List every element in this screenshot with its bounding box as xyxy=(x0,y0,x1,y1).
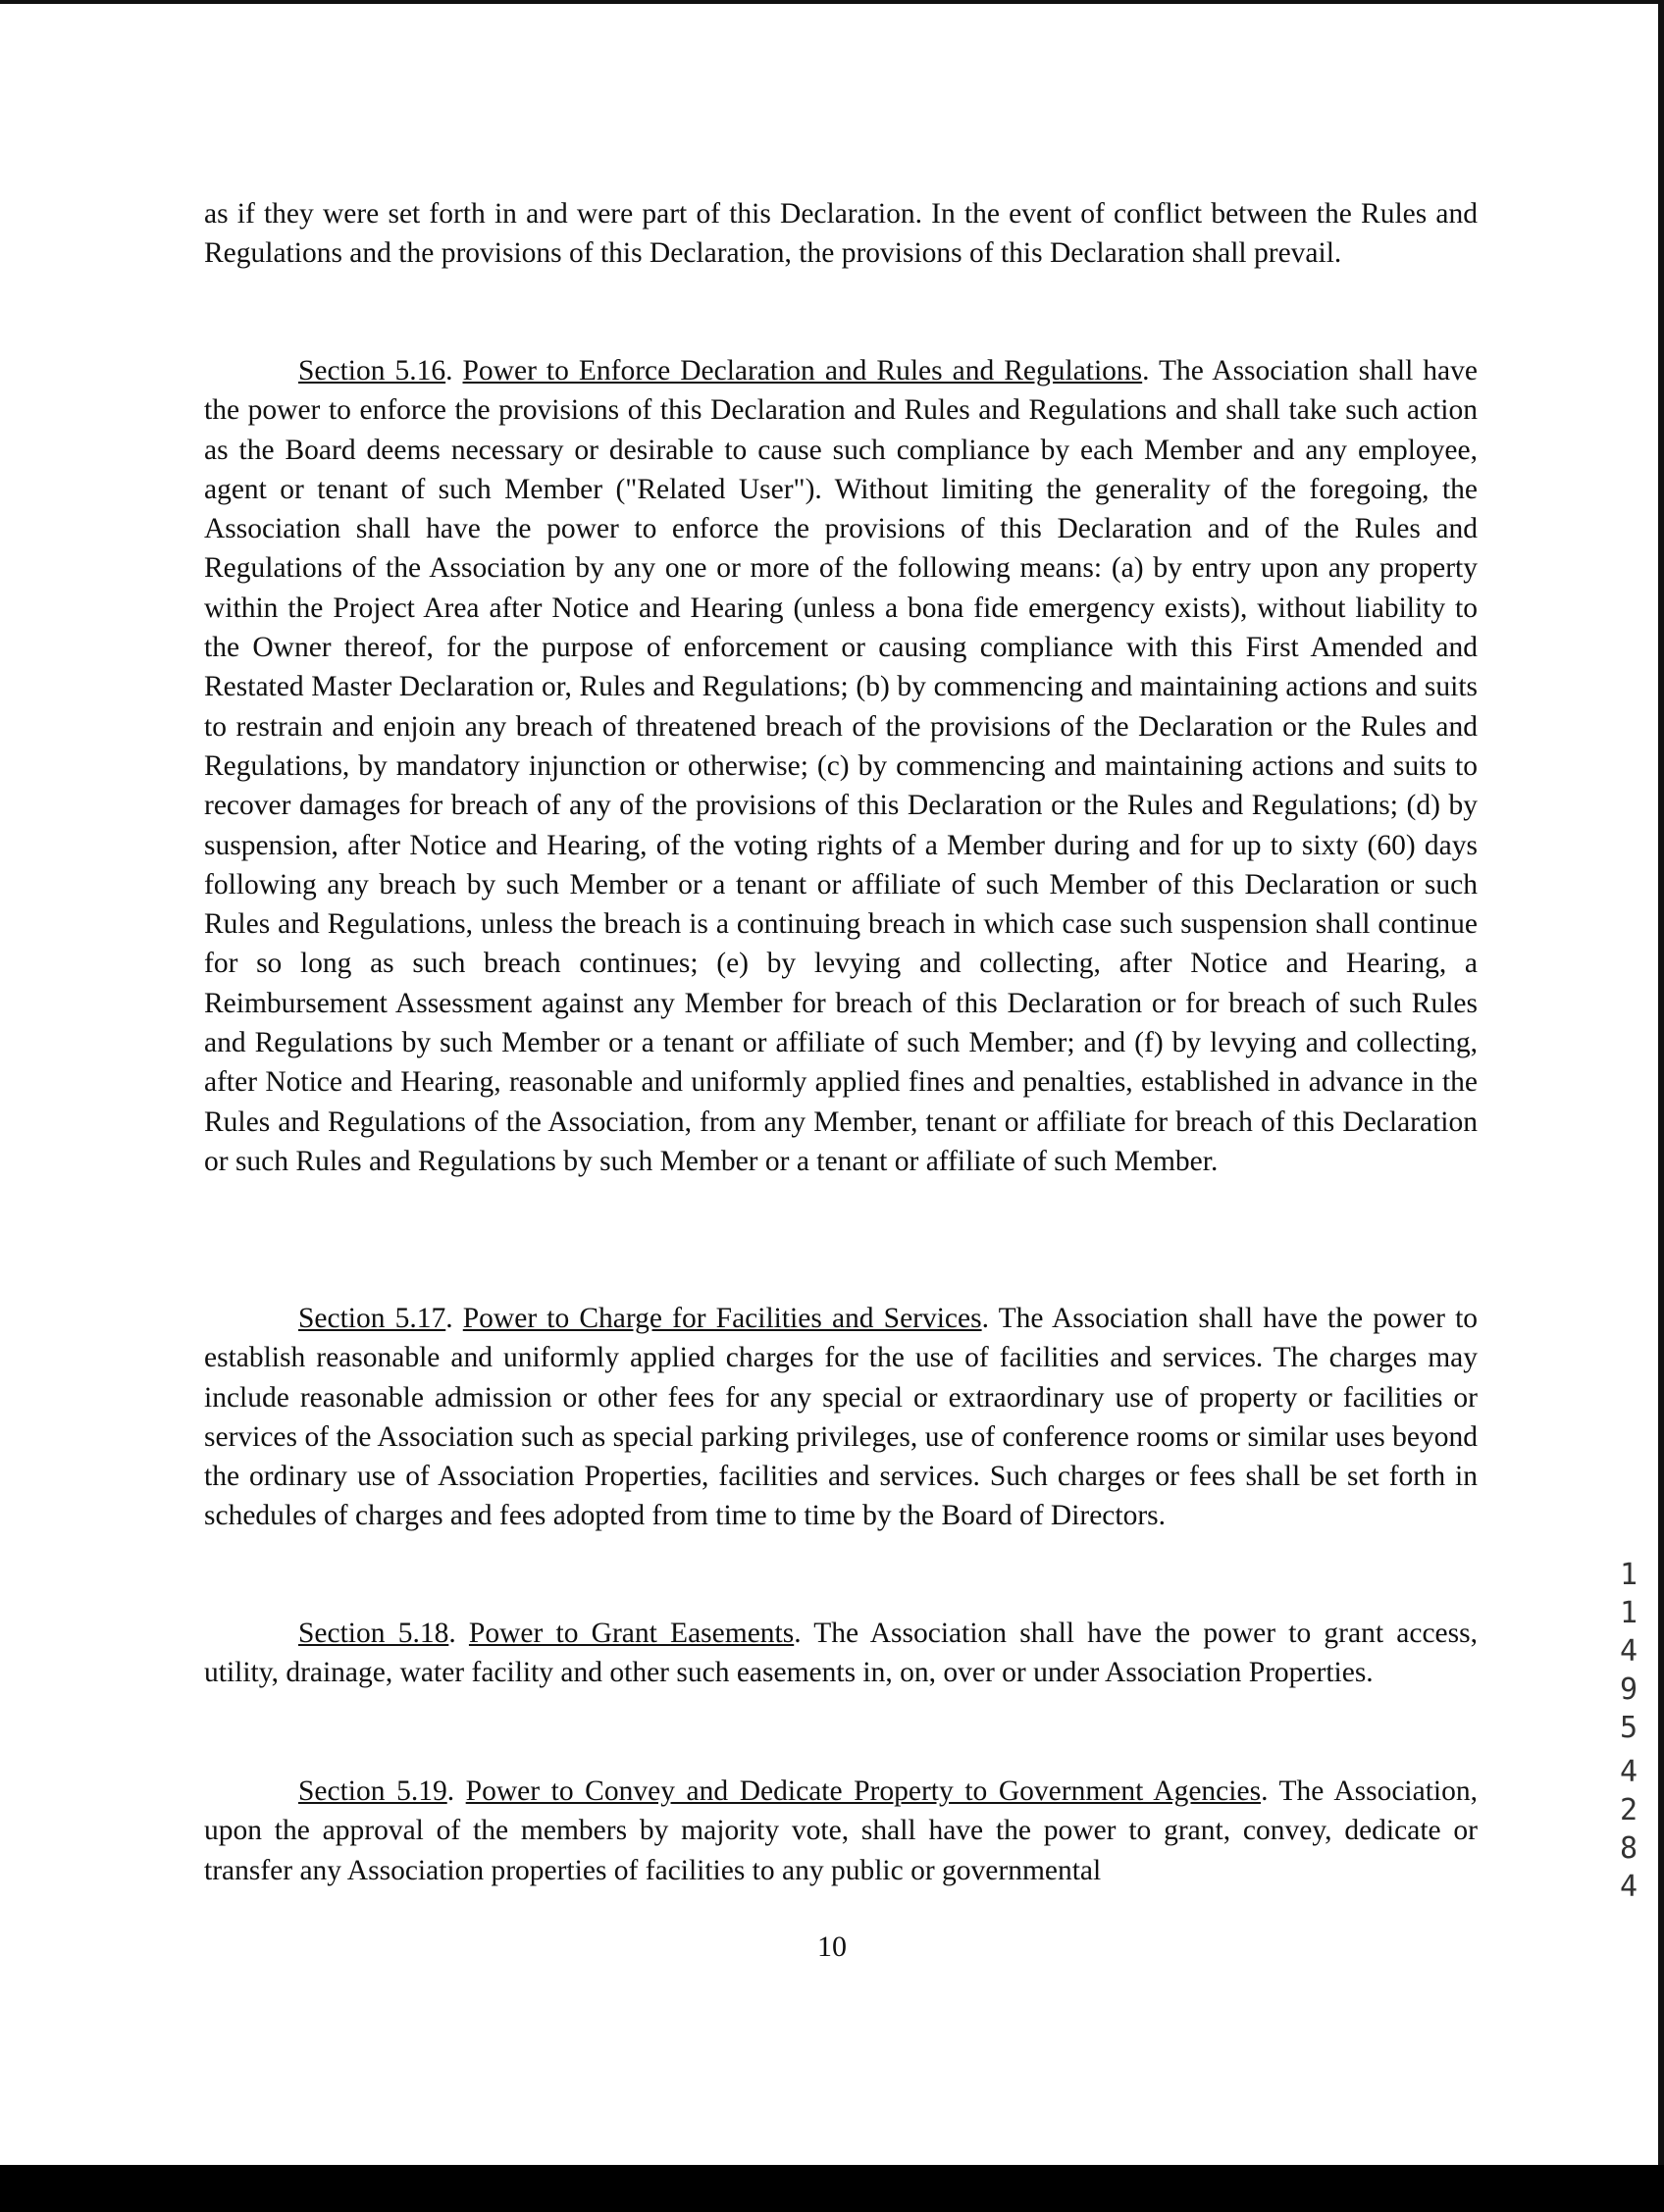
page-number: 10 xyxy=(817,1930,847,1963)
section-body: The Association shall have the power to enforce the provisions of this Declaration and Rules and Regulations and shall take such action as the Board deems necessary or desirable to cause such compliance by each Member and any employee, agent or tenant of such Member ("Related User"). Without limiting the generality of the foregoing, the Association shall have the power to enforce the provisions of this Declaration and of the Rules and Regulations of the Association by any one or more of the following means: (a) by entry upon any property within the Project Area after Notice and Hearing (unless a bona fide emergency exists), without liability to the Owner thereof, for the purpose of enforcement or causing compliance with this First Amended and Restated Master Declaration or, Rules and Regulations; (b) by commencing and maintaining actions and suits to restrain and enjoin any breach of threatened breach of the provisions of the Declaration or the Rules and Regulations, by mandatory injunction or otherwise; (c) by commencing and maintaining actions and suits to recover damages for breach of any of the provisions of this Declaration or the Rules and Regulations; (d) by suspension, after Notice and Hearing, of the voting rights of a Member during and for up to sixty (60) days following any breach by such Member or a tenant or affiliate of such Member of this Declaration or such Rules and Regulations, unless the breach is a continuing breach in which case such suspension shall continue for so long as such breach continues; (e) by levying and collecting, after Notice and Hearing, a Reimbursement Assessment against any Member for breach of this Declaration or for breach of such Rules and Regulations by such Member or a tenant or affiliate of such Member; and (f) by levying and collecting, after Notice and Hearing, reasonable and uniformly applied fines and penalties, established in advance in the Rules and Regulations of the Association, from any Member, tenant or affiliate for breach of this Declaration or such Rules and Regulations by such Member or a tenant or affiliate of such Member. xyxy=(204,355,1478,1177)
stamp-digit: 1 xyxy=(1619,1596,1638,1630)
section-5-16-paragraph: Section 5.16. Power to Enforce Declaration and Rules and Regulations. The Association shall have the power to enforce the provisions of this Declaration and Rules and Regulations and shall take such action as the Board deems necessary or desirable to cause such compliance by each Member and any employee, agent or tenant of such Member ("Related User"). Without limiting the generality of the foregoing, the Association shall have the power to enforce the provisions of this Declaration and of the Rules and Regulations of the Association by any one or more of the following means: (a) by entry upon any property within the Project Area after Notice and Hearing (unless a bona fide emergency exists), without liability to the Owner thereof, for the purpose of enforcement or causing compliance with this First Amended and Restated Master Declaration or, Rules and Regulations; (b) by commencing and maintaining actions and suits to restrain and enjoin any breach of threatened breach of the provisions of the Declaration or the Rules and Regulations, by mandatory injunction or otherwise; (c) by commencing and maintaining actions and suits to recover damages for breach of any of the provisions of this Declaration or the Rules and Regulations; (d) by suspension, after Notice and Hearing, of the voting rights of a Member during and for up to sixty (60) days following any breach by such Member or a tenant or affiliate of such Member of this Declaration or such Rules and Regulations, unless the breach is a continuing breach in which case such suspension shall continue for so long as such breach continues; (e) by levying and collecting, after Notice and Hearing, a Reimbursement Assessment against any Member for breach of this Declaration or for breach of such Rules and Regulations by such Member or a tenant or affiliate of such Member; and (f) by levying and collecting, after Notice and Hearing, reasonable and uniformly applied fines and penalties, established in advance in the Rules and Regulations of the Association, from any Member, tenant or affiliate for breach of this Declaration or such Rules and Regulations by such Member or a tenant or affiliate of such Member. xyxy=(204,355,1478,1177)
stamp-digit: 4 xyxy=(1619,1755,1638,1789)
stamp-digit: 5 xyxy=(1619,1711,1638,1745)
paragraph-body: as if they were set forth in and were part of this Declaration. In the event of conflict between the Rules and Regulations and the provisions of this Declaration, the provisions of this Declaration shall prevail. xyxy=(204,198,1478,270)
scan-top-edge xyxy=(0,0,1664,4)
section-5-17-paragraph: Section 5.17. Power to Charge for Facilities and Services. The Association shall have the power to establish reasonable and uniformly applied charges for the use of facilities and services. The charges may include reasonable admission or other fees for any special or extraordinary use of property or facilities or services of the Association such as special parking privileges, use of conference rooms or similar uses beyond the ordinary use of Association Properties, facilities and services. Such charges or fees shall be set forth in schedules of charges and fees adopted from time to time by the Board of Directors. xyxy=(204,1303,1479,1532)
scan-bottom-edge xyxy=(0,2165,1664,2212)
section-heading: Power to Grant Easements xyxy=(468,1618,795,1649)
section-5-19-paragraph: Section 5.19. Power to Convey and Dedicate Property to Government Agencies. The Association, upon the approval of the members by majority vote, shall have the power to grant, convey, dedicate or transfer any Association properties of facilities to any public or governmental xyxy=(204,1775,1478,1886)
section-number: Section 5.19 xyxy=(298,1775,447,1807)
stamp-digit: 4 xyxy=(1619,1634,1638,1669)
section-5-18-paragraph: Section 5.18. Power to Grant Easements. The Association shall have the power to grant access, utility, drainage, water facility and other such easements in, on, over or under Association Properties. xyxy=(204,1618,1478,1689)
stamp-digit: 4 xyxy=(1619,1870,1638,1904)
stamp-digit: 8 xyxy=(1619,1831,1638,1866)
section-number: Section 5.18 xyxy=(298,1618,449,1649)
section-number: Section 5.16 xyxy=(298,355,446,386)
margin-stamp-group-1 xyxy=(1609,1556,1648,1747)
stamp-digit: 1 xyxy=(1619,1558,1638,1592)
stamp-digit: 9 xyxy=(1619,1672,1638,1707)
stamp-digit: 2 xyxy=(1619,1793,1638,1827)
section-body: The Association, upon the approval of the members by majority vote, shall have the power to grant, convey, dedicate or transfer any Association properties of facilities to any public or governmental xyxy=(204,1775,1478,1886)
section-heading: Power to Charge for Facilities and Services xyxy=(462,1303,982,1334)
section-body: The Association shall have the power to grant access, utility, drainage, water facility and other such easements in, on, over or under Association Properties. xyxy=(204,1618,1478,1689)
section-body: The Association shall have the power to establish reasonable and uniformly applied charges for the use of facilities and services. The charges may include reasonable admission or other fees for any special or extraordinary use of property or facilities or services of the Association such as special parking privileges, use of conference rooms or similar uses beyond the ordinary use of Association Properties, facilities and services. Such charges or fees shall be set forth in schedules of charges and fees adopted from time to time by the Board of Directors. xyxy=(204,1303,1479,1532)
section-heading: Power to Enforce Declaration and Rules and Regulations xyxy=(462,355,1143,386)
scan-right-edge xyxy=(1658,0,1664,2168)
section-number: Section 5.17 xyxy=(298,1303,446,1334)
margin-stamp-group-2 xyxy=(1609,1753,1648,1906)
section-heading: Power to Convey and Dedicate Property to Government Agencies xyxy=(465,1775,1262,1807)
paragraph-continuation xyxy=(204,194,1478,274)
